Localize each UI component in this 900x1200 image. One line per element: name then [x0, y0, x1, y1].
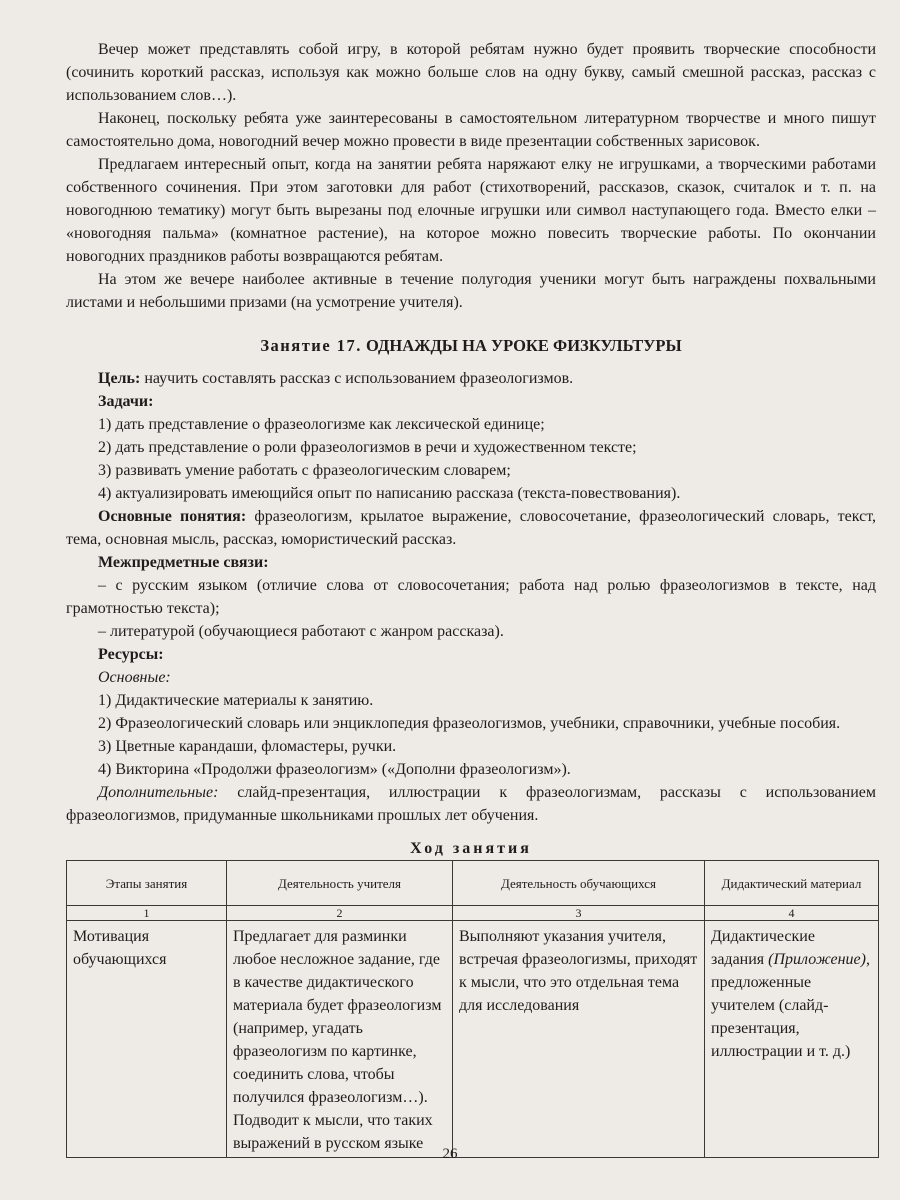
tasks-label: Задачи:: [98, 393, 154, 410]
concepts-label: Основные понятия:: [98, 508, 247, 525]
column-number: 4: [705, 906, 879, 921]
column-number: 3: [453, 906, 705, 921]
table-row: [67, 921, 879, 1158]
page-number: 26: [442, 1146, 458, 1162]
material-text-c: , предложенные учителем (слайд-презентация, иллюстрации и т. д.): [711, 951, 870, 1060]
task-item: 1) дать представление о фразеологизме как лексической единице;: [98, 416, 545, 433]
goal-label: Цель:: [98, 370, 141, 387]
cell-teacher: Предлагает для разминки любое несложное задание, где в качестве дидактического материала будет фразеологизм (например, угадать фразеологизм по картинке, соединить слова, чтобы получился фразеологизм…). Подводит к мысли, что таких выражений в русском языке: [227, 921, 453, 1158]
lesson-title: [66, 334, 876, 357]
header-teacher: Деятельность учителя: [227, 861, 453, 906]
cell-stage: Мотивация обучающихся: [67, 921, 227, 1158]
basic-item: 1) Дидактические материалы к занятию.: [98, 692, 374, 709]
basic-item: 4) Викторина «Продолжи фразеологизм» («Дополни фразеологизм»).: [98, 761, 571, 778]
material-text-a: Дидактические задания: [711, 928, 815, 968]
concepts-paragraph: [66, 505, 876, 551]
header-students: Деятельность обучающихся: [453, 861, 705, 906]
links-item: – с русским языком (отличие слова от словосочетания; работа над ролью фразеологизмов в тексте, над грамотностью текста);: [66, 577, 876, 617]
cell-students: Выполняют указания учителя, встречая фразеологизмы, приходят к мысли, что это отдельная тема для исследования: [453, 921, 705, 1158]
intro-paragraph-2: Наконец, поскольку ребята уже заинтересованы в самостоятельном литературном творчестве и много пишут самостоятельно дома, новогодний вечер можно провести в виде презентации собственных зарисовок.: [66, 110, 876, 150]
material-appendix: (Приложение): [768, 951, 866, 968]
concepts-text: фразеологизм, крылатое выражение, словосочетание, фразеологический словарь, текст, тема, основная мысль, рассказ, юмористический рассказ.: [66, 508, 876, 548]
intro-paragraph-1: Вечер может представлять собой игру, в которой ребятам нужно будет проявить творческие способности (сочинить короткий рассказ, используя как можно больше слов на одну букву, самый смешной рассказ, рассказ с использованием слов…).: [66, 41, 876, 104]
table-title: Ход занятия: [410, 840, 532, 857]
basic-label: Основные:: [98, 669, 171, 686]
table-number-row: [67, 906, 879, 921]
intro-paragraph-3: Предлагаем интересный опыт, когда на занятии ребята наряжают елку не игрушками, а творческими работами собственного сочинения. При этом заготовки для работ (стихотворений, рассказов, сказок, считалок и т. п. на новогоднюю тематику) могут быть вырезаны под елочные игрушки или символ наступающего года. Вместо елки – «новогодняя пальма» (комнатное растение), на которое можно повесить творческие работы. По окончании новогодних праздников работы возвращаются ребятам.: [66, 156, 876, 265]
header-material: Дидактический материал: [705, 861, 879, 906]
task-item: 2) дать представление о роли фразеологизмов в речи и художественном тексте;: [98, 439, 637, 456]
extra-paragraph: [66, 781, 876, 827]
lesson-name: ОДНАЖДЫ НА УРОКЕ ФИЗКУЛЬТУРЫ: [366, 336, 682, 355]
page-content: [66, 38, 876, 1158]
links-item: – литературой (обучающиеся работают с жанром рассказа).: [98, 623, 504, 640]
resources-label: Ресурсы:: [98, 646, 164, 663]
goal-text: научить составлять рассказ с использованием фразеологизмов.: [144, 370, 574, 387]
column-number: 1: [67, 906, 227, 921]
header-stages: Этапы занятия: [67, 861, 227, 906]
cell-material: [705, 921, 879, 1158]
lesson-plan-table: [66, 860, 879, 1158]
column-number: 2: [227, 906, 453, 921]
task-item: 4) актуализировать имеющийся опыт по написанию рассказа (текста-повествования).: [98, 485, 681, 502]
extra-label: Дополнительные:: [98, 784, 219, 801]
extra-text: слайд-презентация, иллюстрации к фразеологизмам, рассказы с использованием фразеологизмов, придуманные школьниками прошлых лет обучения.: [66, 784, 877, 824]
lesson-number: Занятие 17.: [260, 336, 362, 355]
task-item: 3) развивать умение работать с фразеологическим словарем;: [98, 462, 511, 479]
links-label: Межпредметные связи:: [98, 554, 269, 571]
table-header-row: [67, 861, 879, 906]
basic-item: 3) Цветные карандаши, фломастеры, ручки.: [98, 738, 397, 755]
goal-line: [66, 367, 876, 390]
basic-item: 2) Фразеологический словарь или энциклопедия фразеологизмов, учебники, справочники, учебные пособия.: [98, 715, 841, 732]
intro-paragraph-4: На этом же вечере наиболее активные в течение полугодия ученики могут быть награждены похвальными листами и небольшими призами (на усмотрение учителя).: [66, 271, 876, 311]
